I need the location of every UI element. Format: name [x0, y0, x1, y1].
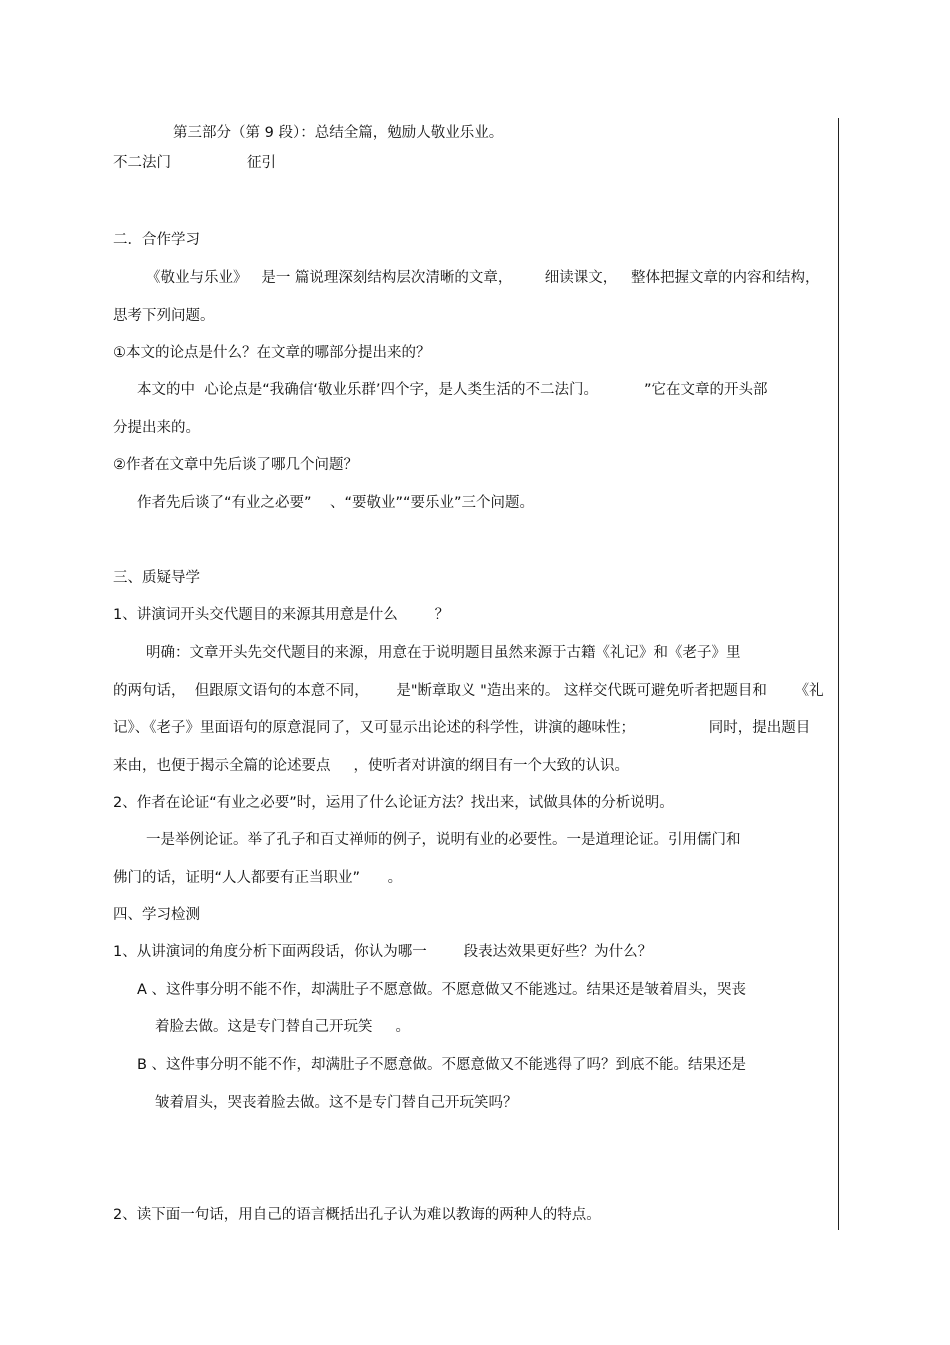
question-line: 2、读下面一句话，用自己的语言概括出孔子认为难以教诲的两种人的特点。: [113, 1207, 601, 1223]
part-three-summary: 第三部分（第 9 段）：总结全篇，勉励人敬业乐业。: [173, 125, 504, 141]
term-buer-famen: 不二法门: [113, 155, 171, 171]
question-line: 1、讲演词开头交代题目的来源其用意是什么 ？: [113, 607, 450, 623]
option-b: B 、这件事分明不能不作，却满肚子不愿意做。不愿意做又不能逃得了吗？到底不能。结果还是: [137, 1057, 747, 1073]
margin-rule: [838, 118, 839, 1230]
section-heading-3: 三、质疑导学: [113, 570, 200, 586]
question-line: 2、作者在论证“有业之必要”时，运用了什么论证方法？找出来，试做具体的分析说明。: [113, 795, 674, 811]
section-heading-2: 二．合作学习: [113, 232, 200, 248]
answer-line: 记》、《老子》里面语句的原意混同了，又可显示出论述的科学性，讲演的趣味性； 同时，提出题目: [113, 720, 811, 736]
option-b-cont: 皱着眉头，哭丧着脸去做。这不是专门替自己开玩笑吗？: [155, 1095, 518, 1111]
answer-line: 一是举例论证。举了孔子和百丈禅师的例子，说明有业的必要性。一是道理论证。引用儒门和: [146, 832, 741, 848]
paragraph-line: 思考下列问题。: [113, 308, 215, 324]
question-1: ①本文的论点是什么？在文章的哪部分提出来的？: [113, 345, 431, 361]
term-zhengyin: 征引: [247, 155, 276, 171]
paragraph-line: 《敬业与乐业》 是一 篇说理深刻结构层次清晰的文章， 细读课文， 整体把握文章的内容和结构，: [146, 270, 820, 286]
section-heading-4: 四、学习检测: [113, 907, 200, 923]
answer-line: 明确：文章开头先交代题目的来源，用意在于说明题目虽然来源于古籍《礼记》和《老子》里: [146, 645, 741, 661]
answer-line: 佛门的话，证明“人人都要有正当职业” 。: [113, 870, 403, 886]
answer-line: 作者先后谈了“有业之必要” 、“要敬业”“要乐业”三个问题。: [137, 495, 535, 511]
question-line: 1、从讲演词的角度分析下面两段话，你认为哪一 段表达效果更好些？为什么？: [113, 944, 653, 960]
answer-line: 分提出来的。: [113, 420, 200, 436]
option-a-cont: 着脸去做。这是专门替自己开玩笑 。: [155, 1019, 411, 1035]
answer-line: 的两句话， 但跟原文语句的本意不同， 是"断章取义 "造出来的。 这样交代既可避免听者把题目和 《礼: [113, 683, 824, 699]
answer-line: 本文的中 心论点是“我确信‘敬业乐群’四个字，是人类生活的不二法门。 ”它在文章的开头部: [137, 382, 768, 398]
answer-line: 来由，也便于揭示全篇的论述要点 ，使听者对讲演的纲目有一个大致的认识。: [113, 758, 630, 774]
option-a: A 、这件事分明不能不作，却满肚子不愿意做。不愿意做又不能逃过。结果还是皱着眉头，哭丧: [137, 982, 747, 998]
question-2: ②作者在文章中先后谈了哪几个问题？: [113, 457, 358, 473]
